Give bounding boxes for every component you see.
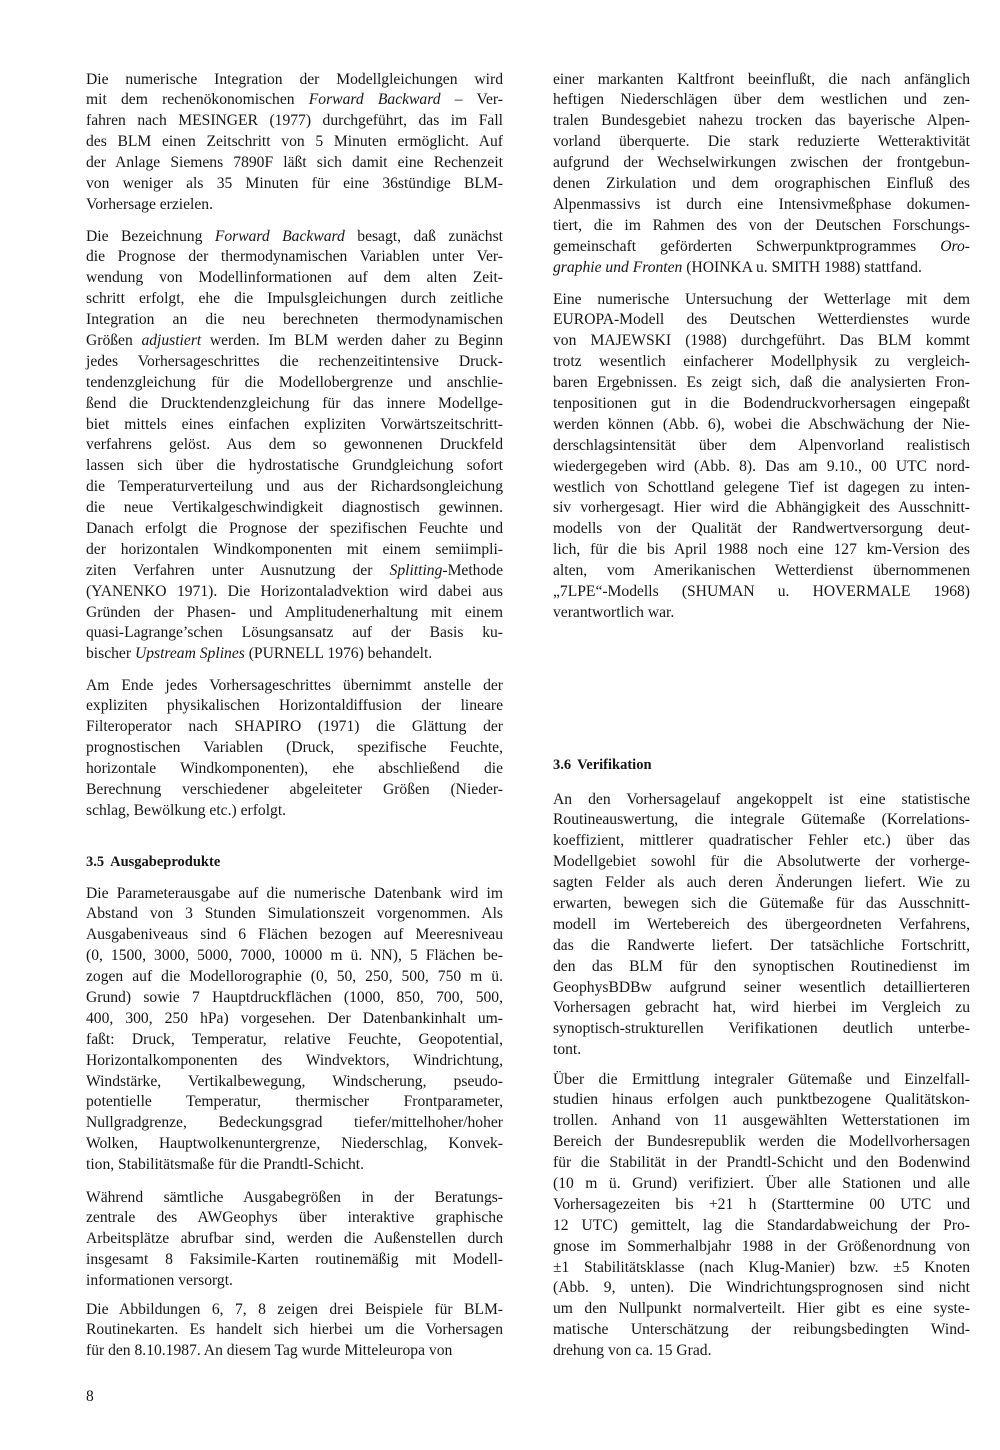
text-line: von MAJEWSKI (1988) durchgeführt. Das BLM kommt [553, 332, 970, 350]
text-segment: ziten Verfahren unter Ausnutzung der [86, 561, 390, 579]
text-line: zentrale des AWGeophys über interaktive graphische [86, 1209, 503, 1227]
text-line: von weniger als 35 Minuten für eine 36stündige BLM- [86, 174, 503, 192]
text-line: schlag, Bewölkung etc.) erfolgt. [86, 801, 287, 819]
text-line: tiert, die im Rahmen des von der Deutschen Forschungs- [553, 216, 970, 234]
text-line: Berechnung verschiedener abgeleiteter Größen (Nieder- [86, 780, 503, 798]
text-line: tralen Bundesgebiet nahezu trocken das bayerische Alpen- [553, 112, 970, 130]
text-line: verantwortlich war. [553, 603, 675, 621]
page-number: 8 [86, 1388, 94, 1405]
text-line: Während sämtliche Ausgabegrößen in der Beratungs- [86, 1188, 503, 1206]
text-line [86, 561, 503, 582]
paragraph [86, 1300, 503, 1363]
text-line: Am Ende jedes Vorhersageschrittes übernimmt anstelle der [86, 676, 503, 694]
text-line [86, 644, 503, 665]
section-title: Ausgabeprodukte [110, 854, 221, 870]
text-line: sagten Felder als auch deren Änderungen liefert. Wie zu [553, 874, 970, 892]
text-line: für die Stabilität in der Prandtl-Schicht und den Bodenwind [553, 1154, 970, 1172]
text-line [86, 227, 503, 248]
text-line: fahren nach MESINGER (1977) durchgeführt, das im Fall [86, 112, 503, 130]
text-line: schritt erfolgt, ehe die Impulsgleichungen durch zeitliche [86, 290, 503, 308]
section-heading [553, 755, 970, 775]
text-segment: bischer [86, 645, 135, 663]
text-line: An den Vorhersagelauf angekoppelt ist eine statistische [553, 790, 970, 808]
text-line: faßt: Druck, Temperatur, relative Feuchte, Geopotential, [86, 1030, 503, 1048]
text-line: matische Unterschätzung der reibungsbedingten Wind- [553, 1321, 970, 1339]
text-line: Modellgebiet sowohl für die Absolutwerte der vorherge- [553, 853, 970, 871]
paragraph [553, 70, 970, 279]
text-line: modells von der Qualität der Randwertversorgung deut- [553, 520, 970, 538]
text-line: (10 m ü. Grund) verifiziert. Über alle Stationen und alle [553, 1174, 970, 1192]
text-segment: besagt, daß zunächst [344, 227, 503, 245]
text-line: Vorhersage erzielen. [86, 195, 213, 213]
text-line: westlich von Schottland gelegene Tief ist dagegen zu inten- [553, 478, 970, 496]
italic-term: Upstream Splines [134, 645, 245, 663]
text-line: prognostischen Variablen (Druck, spezifische Feuchte, [86, 739, 503, 757]
text-line: Routineauswertung, die integrale Gütemaße (Korrelations- [553, 811, 970, 829]
text-line: studien hinaus erfolgen auch punktbezogene Qualitätskon- [553, 1091, 970, 1109]
text-line: die Prognose der thermodynamischen Variablen unter Ver- [86, 248, 503, 266]
text-line: Abstand von 3 Stunden Simulationszeit vorgenommen. Als [86, 905, 503, 923]
text-segment: (HOINKA u. SMITH 1988) stattfand. [682, 258, 922, 276]
text-line: Horizontalkomponenten des Windvektors, Windrichtung, [86, 1051, 503, 1069]
text-line: quasi-Lagrange’schen Lösungsansatz auf der Basis ku- [86, 624, 503, 642]
text-line: synoptisch-strukturellen Verifikationen deutlich unterbe- [553, 1020, 970, 1038]
text-line: derschlagsintensität über dem Alpenvorland realistisch [553, 436, 970, 454]
text-line: Filteroperator nach SHAPIRO (1971) die Glättung der [86, 718, 503, 736]
italic-term: Forward Backward [214, 227, 345, 245]
text-line: jedes Vorhersageschrittes die rechenzeitintensive Druck- [86, 352, 503, 370]
text-line: Wolken, Hauptwolkenuntergrenze, Niederschlag, Konvek- [86, 1135, 503, 1153]
text-line: (0, 1500, 3000, 5000, 7000, 10000 m ü. NN), 5 Flächen be- [86, 947, 503, 965]
text-line: Ausgabeniveaus sind 6 Flächen bezogen auf Meeresniveau [86, 926, 503, 944]
paragraph [86, 884, 503, 1176]
text-line: wendung von Modellinformationen auf dem alten Zeit- [86, 269, 503, 287]
text-line: expliziten physikalischen Horizontaldiffusion der lineare [86, 697, 503, 715]
paragraph [553, 1070, 970, 1362]
text-line: die Temperaturverteilung und aus der Richardsongleichung [86, 478, 503, 496]
italic-term: graphie und Fronten [553, 258, 683, 276]
text-line: Windstärke, Vertikalbewegung, Windscherung, pseudo- [86, 1072, 503, 1090]
text-line: baren Ergebnissen. Es zeigt sich, daß die analysierten Fron- [553, 374, 970, 392]
text-line: verfahrens gelöst. Aus dem so gewonnenen Druckfeld [86, 436, 503, 454]
text-line: wiedergegeben wird (Abb. 8). Das am 9.10., 00 UTC nord- [553, 457, 970, 475]
paragraph [86, 676, 503, 822]
text-line: ±1 Stabilitätsklasse (nach Klug-Manier) bzw. ±5 Knoten [553, 1258, 970, 1276]
text-line: denen Zirkulation und dem orographischen Einfluß des [553, 174, 970, 192]
text-line: lich, für die bis April 1988 noch eine 127 km-Version des [553, 541, 970, 559]
text-line: modell im Wertebereich des übergeordneten Verfahrens, [553, 915, 970, 933]
text-line: drehung von ca. 15 Grad. [553, 1342, 712, 1360]
text-line: des BLM einen Zeitschritt von 5 Minuten ermöglicht. Auf [86, 133, 503, 151]
paragraph [86, 1188, 503, 1292]
text-segment: (PURNELL 1976) behandelt. [244, 645, 433, 663]
text-line: Vorhersagen gebracht hat, wird hierbei im Vergleich zu [553, 999, 970, 1017]
text-segment: -Methode [442, 561, 503, 579]
text-line: tont. [553, 1041, 582, 1059]
text-line: biet mittels eines einfachen expliziten Vorwärtszeitschritt- [86, 415, 503, 433]
text-line: Arbeitsplätze abrufbar sind, werden die Außenstellen durch [86, 1230, 503, 1248]
text-line: „7LPE“-Modells (SHUMAN u. HOVERMALE 1968) [553, 582, 970, 600]
text-line: Alpenmassivs ist durch eine Intensivmeßphase dokumen- [553, 195, 970, 213]
italic-term: Forward Backward [308, 91, 441, 109]
text-line: GeophysBDBw aufgrund seiner wesentlich detaillierteren [553, 978, 970, 996]
text-line: ßend die Drucktendenzgleichung für das innere Modellge- [86, 394, 503, 412]
text-line: horizontale Windkomponenten), ehe abschließend die [86, 760, 503, 778]
paragraph [553, 290, 970, 624]
text-segment: Die Bezeichnung [86, 227, 215, 245]
text-segment: Größen [86, 331, 142, 349]
text-line: Danach erfolgt die Prognose der spezifischen Feuchte und [86, 519, 503, 537]
text-line: Routinekarten. Es handelt sich hierbei um die Vorhersagen [86, 1321, 503, 1339]
text-line: Bereich der Bundesrepublik werden die Modellvorhersagen [553, 1133, 970, 1151]
text-line: trotz wesentlich einfacherer Modellphysik zu vergleich- [553, 353, 970, 371]
text-line: siv vorhergesagt. Hier wird die Abhängigkeit des Ausschnitt- [553, 499, 970, 517]
text-line: erwarten, bewegen sich die Gütemaße für das Ausschnitt- [553, 894, 970, 912]
section-number: 3.5 [86, 854, 105, 870]
text-segment: – Ver- [440, 91, 503, 109]
section-title: Verifikation [577, 757, 652, 773]
text-line: der horizontalen Windkomponenten mit einem semiimpli- [86, 540, 503, 558]
text-line: 400, 300, 250 hPa) vorgesehen. Der Datenbankinhalt um- [86, 1009, 503, 1027]
text-line: tendenzgleichung für die Modellobergrenze und anschlie- [86, 373, 503, 391]
section-heading [86, 852, 503, 872]
text-line: potentielle Temperatur, thermischer Frontparameter, [86, 1093, 503, 1111]
text-line: einer markanten Kaltfront beeinflußt, die nach anfänglich [553, 70, 970, 88]
italic-term: Splitting [389, 561, 443, 579]
text-line: alten, vom Amerikanischen Wetterdienst übernommenen [553, 562, 970, 580]
text-line: informationen versorgt. [86, 1272, 233, 1290]
text-line: 12 UTC) gemittelt, lag die Standardabweichung der Pro- [553, 1216, 970, 1234]
text-segment: werden. Im BLM werden daher zu Beginn [201, 331, 503, 349]
text-line: die neue Vertikalgeschwindigkeit diagnostisch gewinnen. [86, 499, 503, 517]
text-line: (Abb. 9, unten). Die Windrichtungsprognosen sind nicht [553, 1279, 970, 1297]
text-line: tion, Stabilitätsmaße für die Prandtl-Schicht. [86, 1156, 365, 1174]
text-line: zogen auf die Modellorographie (0, 50, 250, 500, 750 m ü. [86, 968, 503, 986]
text-line [553, 237, 970, 258]
text-line: um den Nullpunkt normalverteilt. Hier gibt es eine syste- [553, 1300, 970, 1318]
paragraph [553, 790, 970, 1062]
text-line: Die numerische Integration der Modellgleichungen wird [86, 70, 503, 88]
text-line: EUROPA-Modell des Deutschen Wetterdienstes wurde [553, 311, 970, 329]
text-line: (YANENKO 1971). Die Horizontaladvektion wird dabei aus [86, 582, 503, 600]
text-line: insgesamt 8 Faksimile-Karten routinemäßig mit Modell- [86, 1251, 503, 1269]
text-line [553, 258, 970, 279]
text-segment: mit dem rechenökonomischen [86, 91, 309, 109]
text-line: Eine numerische Untersuchung der Wetterlage mit dem [553, 290, 970, 308]
text-line: Vorhersagezeiten bis +21 h (Starttermine 00 UTC und [553, 1195, 970, 1213]
text-line: für den 8.10.1987. An diesem Tag wurde Mitteleuropa von [86, 1342, 453, 1360]
text-line [86, 331, 503, 352]
text-line: Die Parameterausgabe auf die numerische Datenbank wird im [86, 884, 503, 902]
text-line: Nullgradgrenze, Bedeckungsgrad tiefer/mittelhoher/hoher [86, 1114, 503, 1132]
text-line: der Anlage Siemens 7890F läßt sich damit eine Rechenzeit [86, 154, 503, 172]
text-line: koeffizient, mittlerer quadratischer Fehler etc.) über das [553, 832, 970, 850]
text-line: Über die Ermittlung integraler Gütemaße und Einzelfall- [553, 1070, 970, 1088]
text-line: trollen. Anhand von 11 ausgewählten Wetterstationen im [553, 1112, 970, 1130]
text-line: Integration an die neu berechneten thermodynamischen [86, 311, 503, 329]
text-line: den das BLM für den synoptischen Routinedienst im [553, 957, 970, 975]
text-line: aufgrund der Wechselwirkungen zwischen der frontgebun- [553, 154, 970, 172]
text-line: Grund) sowie 7 Hauptdruckflächen (1000, 850, 700, 500, [86, 988, 503, 1006]
text-line: gnose im Sommerhalbjahr 1988 in der Größenordnung von [553, 1237, 970, 1255]
paragraph [86, 227, 503, 666]
text-line: das die Randwerte liefert. Der tatsächliche Fortschritt, [553, 936, 970, 954]
text-line: Gründen der Phasen- und Amplitudenerhaltung mit einem [86, 603, 503, 621]
text-segment: gemeinschaft geförderten Schwerpunktprogrammes [553, 237, 941, 255]
text-line: vorland überquerte. Die stark reduzierte Wetteraktivität [553, 133, 970, 151]
section-number: 3.6 [553, 757, 572, 773]
text-line: tenpositionen gut in die Bodendruckvorhersagen eingepaßt [553, 394, 970, 412]
paragraph [86, 70, 503, 216]
text-line: heftigen Niederschlägen über dem westlichen und zen- [553, 91, 970, 109]
text-line: werden können (Abb. 6), wobei die Abschwächung der Nie- [553, 415, 970, 433]
text-line: Die Abbildungen 6, 7, 8 zeigen drei Beispiele für BLM- [86, 1300, 503, 1318]
italic-term: adjustiert [141, 331, 202, 349]
text-line: lassen sich über die hydrostatische Grundgleichung sofort [86, 457, 503, 475]
text-line [86, 90, 503, 111]
italic-term: Oro- [940, 237, 970, 255]
